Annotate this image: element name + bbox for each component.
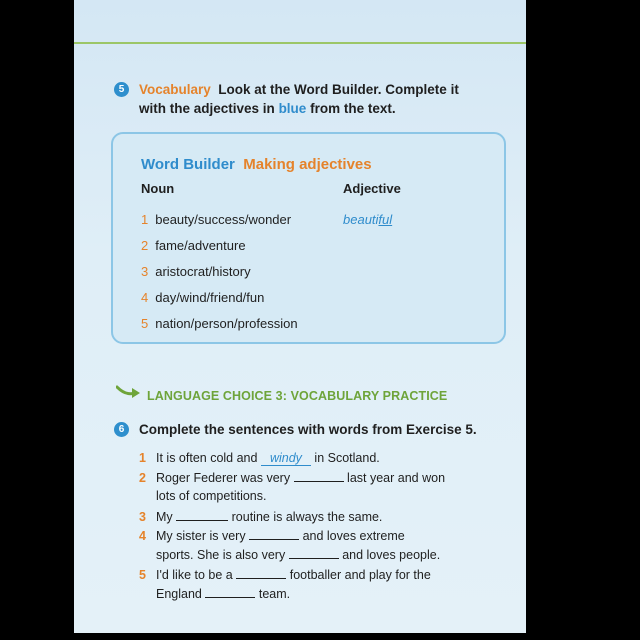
sentence-3 bbox=[139, 509, 382, 524]
answer-blank[interactable] bbox=[289, 547, 339, 559]
answer-blank[interactable] bbox=[176, 509, 228, 521]
sentence-text: England bbox=[156, 587, 202, 601]
textbook-page bbox=[74, 0, 526, 633]
sentence-text: and loves people. bbox=[342, 548, 441, 562]
word-builder-row bbox=[141, 264, 251, 279]
answer-blank[interactable] bbox=[294, 470, 344, 482]
example-adjective-suffix: ful bbox=[378, 212, 393, 227]
row-noun: aristocrat/history bbox=[155, 264, 251, 279]
example-adjective bbox=[343, 212, 392, 227]
sentence-2 bbox=[139, 470, 445, 485]
sentence-number: 2 bbox=[139, 471, 146, 485]
sentence-text: and loves extreme bbox=[302, 529, 405, 543]
exercise-5-badge: 5 bbox=[114, 82, 129, 97]
sentence-text: team. bbox=[258, 587, 291, 601]
column-header-noun: Noun bbox=[141, 181, 175, 196]
word-builder-row bbox=[141, 238, 246, 253]
exercise-6-badge: 6 bbox=[114, 422, 129, 437]
sentence-number: 5 bbox=[139, 568, 146, 582]
row-noun: day/wind/friend/fun bbox=[155, 290, 265, 305]
sentence-1 bbox=[139, 451, 380, 466]
sentence-text: in Scotland. bbox=[314, 451, 380, 465]
sentence-text: routine is always the same. bbox=[231, 510, 383, 524]
answer-blank[interactable] bbox=[236, 567, 286, 579]
word-builder-row bbox=[141, 316, 298, 331]
word-builder-box bbox=[111, 132, 506, 344]
sentence-text: It is often cold and bbox=[156, 451, 258, 465]
word-builder-title: Word Builder bbox=[141, 156, 235, 173]
row-number: 1 bbox=[141, 212, 149, 227]
sentence-5-continued bbox=[156, 586, 290, 601]
sentence-text: My sister is very bbox=[156, 529, 246, 543]
row-noun: fame/adventure bbox=[155, 238, 246, 253]
sentence-number: 4 bbox=[139, 529, 146, 543]
exercise-5-label: Vocabulary bbox=[139, 82, 211, 97]
column-header-adjective: Adjective bbox=[343, 181, 401, 196]
word-builder-subtitle: Making adjectives bbox=[243, 156, 372, 173]
answer-blank[interactable] bbox=[205, 586, 255, 598]
row-number: 2 bbox=[141, 238, 149, 253]
exercise-5-text-blue: blue bbox=[278, 101, 307, 116]
green-arrow-icon bbox=[116, 384, 142, 400]
sentence-text: Roger Federer was very bbox=[156, 471, 291, 485]
row-number: 4 bbox=[141, 290, 149, 305]
sentence-text: sports. She is also very bbox=[156, 548, 286, 562]
exercise-5-instruction-line-2 bbox=[139, 101, 396, 116]
answer-blank[interactable] bbox=[249, 528, 299, 540]
exercise-5-text-1: Look at the Word Builder. Complete it bbox=[218, 82, 459, 97]
exercise-5-instruction-line-1 bbox=[139, 82, 459, 97]
sentence-2-continued: lots of competitions. bbox=[156, 489, 267, 503]
sentence-number: 1 bbox=[139, 451, 146, 465]
sentence-text: footballer and play for the bbox=[289, 568, 431, 582]
sentence-4 bbox=[139, 528, 405, 543]
sentence-text: I'd like to be a bbox=[156, 568, 233, 582]
language-choice-title: LANGUAGE CHOICE 3: VOCABULARY PRACTICE bbox=[147, 389, 448, 403]
sentence-4-continued bbox=[156, 547, 440, 562]
word-builder-heading bbox=[141, 156, 372, 173]
example-adjective-stem: beauti bbox=[343, 212, 379, 227]
sentence-text: My bbox=[156, 510, 173, 524]
row-number: 5 bbox=[141, 316, 149, 331]
exercise-5-text-2b: from the text. bbox=[310, 101, 396, 116]
example-answer: windy bbox=[261, 452, 311, 466]
word-builder-row bbox=[141, 290, 264, 305]
row-noun: nation/person/profession bbox=[155, 316, 298, 331]
sentence-5 bbox=[139, 567, 431, 582]
word-builder-row bbox=[141, 212, 291, 227]
sentence-number: 3 bbox=[139, 510, 146, 524]
top-divider bbox=[74, 42, 526, 44]
exercise-6-instruction: Complete the sentences with words from Exercise 5. bbox=[139, 422, 477, 437]
row-number: 3 bbox=[141, 264, 149, 279]
exercise-5-text-2a: with the adjectives in bbox=[139, 101, 275, 116]
sentence-text: last year and won bbox=[347, 471, 446, 485]
row-noun: beauty/success/wonder bbox=[155, 212, 292, 227]
